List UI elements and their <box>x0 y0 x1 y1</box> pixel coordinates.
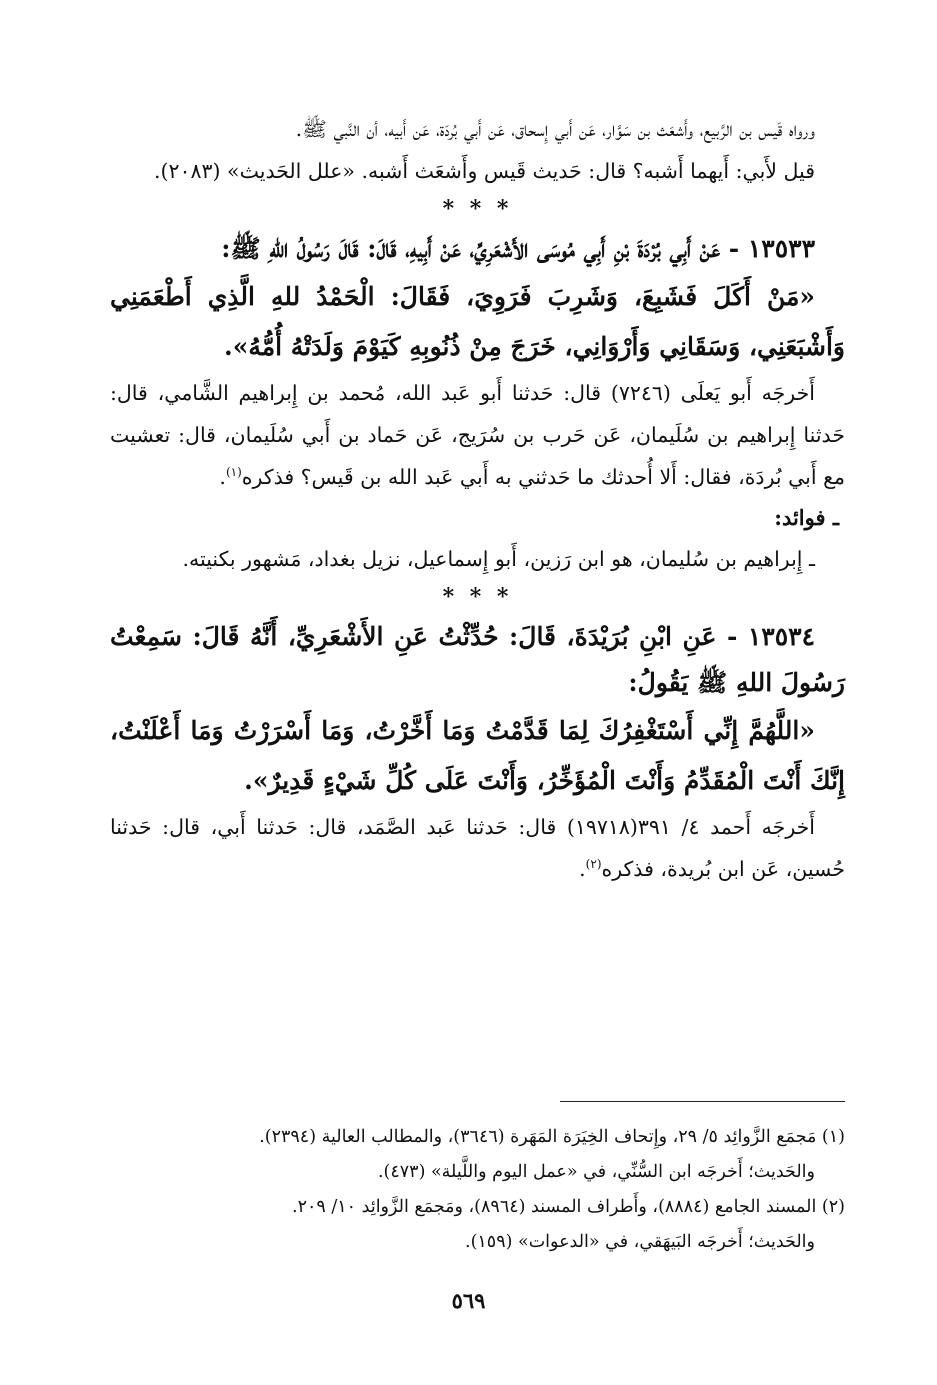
paragraph-takhrij-ahmad <box>110 806 845 890</box>
page-body <box>110 108 845 890</box>
takhrij-text: أَخرجَه أَبو يَعلَى (٧٢٤٦) قال: حَدثنا أَبو عَبد الله، مُحمد بن إِبراهيم الشَّامي، قال: حَدثنا إِبراهيم بن سُلَيمان، عَن حَرب بن سُرَيج، عَن حَماد بن أَبي سُلَيمان، قال: تعشيت مع أَبي بُردَة، فقال: أَلا أُحدثك ما حَدثني به أَبي عَبد الله بن قَيس؟ فذكره <box>110 381 845 489</box>
footnotes <box>180 1120 845 1260</box>
footnote-1: (١) مَجمَع الزَّوائِد ٥/ ٢٩، وإِتحاف الخِيَرَة المَهَرة (٣٦٤٦)، والمطالب العالية (٢٣٩٤). <box>259 1127 845 1147</box>
footnote-separator <box>560 1101 845 1102</box>
footnote-2: (٢) المسند الجامع (٨٨٨٤)، وأَطراف المسند (٨٩٦٤)، ومَجمَع الزَّوائِد ١٠/ ٢٠٩. <box>292 1197 845 1217</box>
footnote-ref-1: (١) <box>225 465 242 480</box>
footnote-1-continued: والحَديث؛ أَخرجَه ابن السُّنِّي، في «عمل اليوم واللَّيلة» (٤٧٣). <box>377 1162 815 1182</box>
benefits-item: ـ إِبراهيم بن سُليمان، هو ابن رَزين، أَبو إِسماعيل، نزيل بغداد، مَشهور بكنيته. <box>182 547 815 571</box>
paragraph-ilal: قيل لأَبي: أَيهما أَشبه؟ قال: حَديث قَيس وأَشعَث أَشبه. «علل الحَديث» (٢٠٨٣). <box>153 159 815 183</box>
footnote-2-continued: والحَديث؛ أَخرجَه البَيهَقي، في «الدعوات» (١٥٩). <box>465 1232 815 1252</box>
takhrij-ahmad-end: . <box>579 857 586 881</box>
benefits-heading: ـ فوائد: <box>774 505 839 530</box>
hadith-13533-heading: ١٣٥٣٣ - عَنْ أَبِي بُرْدَةَ بْنِ أَبِي مُوسَى الأَشْعَرِيِّ، عَنْ أَبِيهِ، قَالَ: قَالَ رَسُولُ اللهِ ﷺ: <box>221 234 815 263</box>
section-divider-2: * * * <box>442 584 513 610</box>
hadith-13534-heading: ١٣٥٣٤ - عَنِ ابْنِ بُرَيْدَةَ، قَالَ: حُدِّثْتُ عَنِ الأَشْعَرِيِّ، أَنَّهُ قَالَ: سَمِعْتُ رَسُولَ اللهِ ﷺ يَقُولُ: <box>110 622 845 697</box>
section-divider: * * * <box>442 196 513 222</box>
footnote-ref-2: (٢) <box>585 857 602 872</box>
hadith-13533-text: «مَنْ أَكَلَ فَشَبِعَ، وَشَرِبَ فَرَوِيَ، فَقَالَ: الْحَمْدُ للهِ الَّذِي أَطْعَمَنِي وَأَشْبَعَنِي، وَسَقَانِي وَأَرْوَانِي، خَرَجَ مِنْ ذُنُوبِهِ كَيَوْمَ وَلَدَتْهُ أُمُّهُ». <box>110 282 845 361</box>
hadith-13534-text: «اللَّهُمَّ إِنِّي أَسْتَغْفِرُكَ لِمَا قَدَّمْتُ وَمَا أَخَّرْتُ، وَمَا أَسْرَرْتُ وَمَا أَعْلَنْتُ، إِنَّكَ أَنْتَ الْمُقَدِّمُ وَأَنْتَ الْمُؤَخِّرُ، وَأَنْتَ عَلَى كُلِّ شَيْءٍ قَدِيرٌ». <box>110 716 845 795</box>
paragraph-takhrij-abu-yala <box>110 372 845 498</box>
takhrij-ahmad-text: أَخرجَه أَحمد ٤/ ٣٩١(١٩٧١٨) قال: حَدثنا عَبد الصَّمَد، قال: حَدثنا أَبي، قال: حَدثنا حُسين، عَن ابن بُريدة، فذكره <box>110 815 845 881</box>
page-number: ٥٦٩ <box>451 1288 486 1313</box>
paragraph-riwaya: ورواه قَيس بن الرَّبيع، وأَشعَث بن سَوَّار، عَن أَبي إِسحاق، عَن أَبي بُردَة، عَن أَبيه، أن النَّبي ﷺ. <box>295 117 815 141</box>
takhrij-end: . <box>219 465 226 489</box>
